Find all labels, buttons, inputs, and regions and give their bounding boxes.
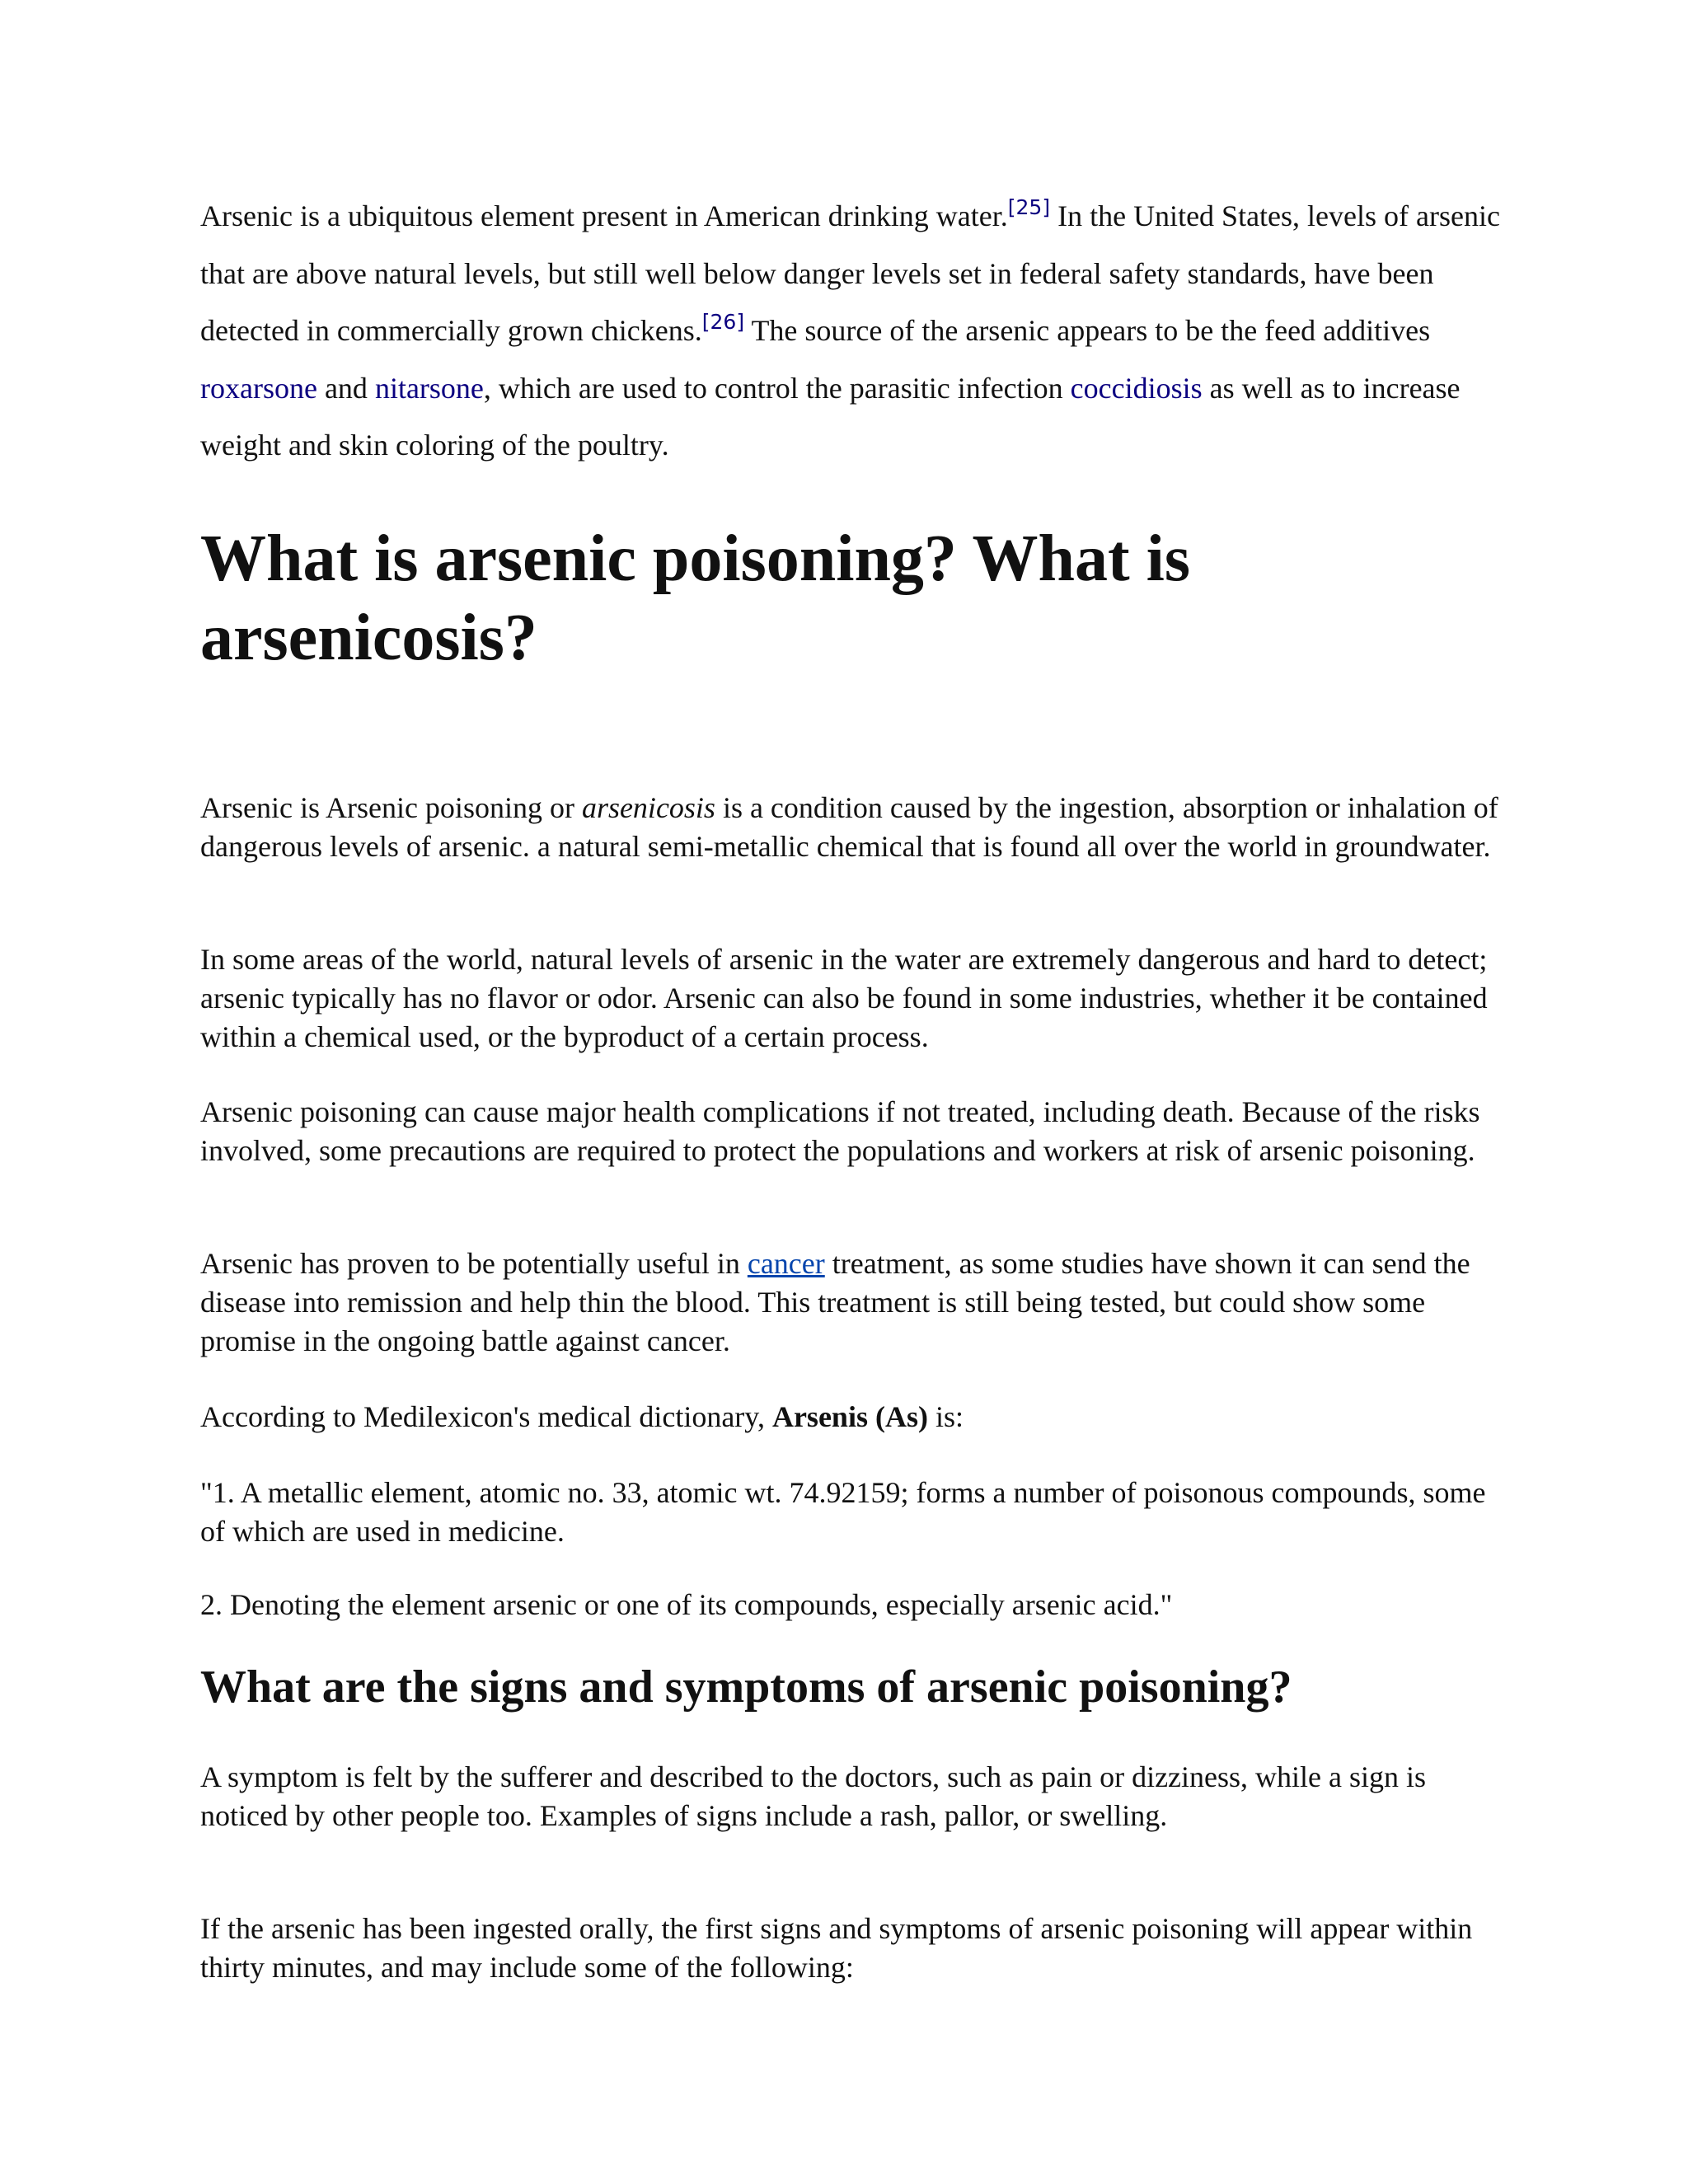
paragraph-symptom-sign: A symptom is felt by the sufferer and described to the doctors, such as pain or dizziness, while a sign is noticed by other people too. Examples of signs include a rash, pallor, or swelling. (200, 1760, 1427, 1832)
intro-text-6: as well as to increase weight and skin coloring of the poultry. (200, 371, 1461, 462)
link-cancer[interactable]: cancer (747, 1247, 825, 1280)
paragraph-cancer-treatment (200, 1244, 1503, 1361)
heading-signs-symptoms: What are the signs and symptoms of arsenic poisoning? (200, 1661, 1292, 1713)
citation-25[interactable]: [25] (1007, 195, 1051, 219)
intro-paragraph (200, 188, 1503, 475)
citation-26[interactable]: [26] (701, 310, 745, 334)
link-roxarsone[interactable]: roxarsone (200, 371, 317, 405)
paragraph-definition-2: 2. Denoting the element arsenic or one of its compounds, especially arsenic acid." (200, 1588, 1173, 1621)
paragraph-ingested: If the arsenic has been ingested orally, the first signs and symptoms of arsenic poisoning will appear within thirty minutes, and may include some of the following: (200, 1912, 1473, 1984)
intro-text-2: In the United States, levels of arsenic that are above natural levels, but still well below danger levels set in federal safety standards, have been detected in commercially grown chickens. (200, 199, 1500, 347)
p1-text-a: Arsenic is Arsenic poisoning or (200, 791, 582, 824)
intro-text-4: and (316, 371, 375, 405)
p5-text-a: According to Medilexicon's medical dictionary, (200, 1400, 772, 1433)
intro-text-3: The source of the arsenic appears to be the feed additives (744, 314, 1431, 347)
paragraph-dictionary (200, 1398, 1503, 1436)
p1-text-b: is a condition caused by the ingestion, absorption or inhalation of dangerous levels of arsenic. a natural semi-metallic chemical that is found all over the world in groundwater. (200, 791, 1498, 863)
paragraph-definition-1: "1. A metallic element, atomic no. 33, atomic wt. 74.92159; forms a number of poisonous compounds, some of which are used in medicine. (200, 1476, 1486, 1548)
p4-text-a: Arsenic has proven to be potentially useful in (200, 1247, 748, 1280)
p5-bold-term: Arsenis (As) (771, 1400, 928, 1433)
intro-text-1: Arsenic is a ubiquitous element present in American drinking water. (200, 199, 1008, 232)
p1-italic-term: arsenicosis (581, 791, 715, 824)
p5-text-b: is: (927, 1400, 964, 1433)
p4-text-b: treatment, as some studies have shown it can send the disease into remission and help thin the blood. This treatment is still being tested, but could show some promise in the ongoing battle against cancer. (200, 1247, 1470, 1357)
intro-text-5: , which are used to control the parasitic infection (483, 371, 1071, 405)
link-nitarsone[interactable]: nitarsone (374, 371, 484, 405)
heading-arsenic-poisoning: What is arsenic poisoning? What is arsenicosis? (200, 523, 1190, 674)
paragraph-complications: Arsenic poisoning can cause major health complications if not treated, including death. Because of the risks involved, some precautions are required to protect the populations and workers at risk of arsenic poisoning. (200, 1095, 1480, 1167)
paragraph-natural-levels: In some areas of the world, natural levels of arsenic in the water are extremely dangerous and hard to detect; arsenic typically has no flavor or odor. Arsenic can also be found in some industries, whether it be contained within a chemical used, or the byproduct of a certain process. (200, 943, 1488, 1053)
link-coccidiosis[interactable]: coccidiosis (1070, 371, 1203, 405)
paragraph-definition (200, 789, 1503, 866)
